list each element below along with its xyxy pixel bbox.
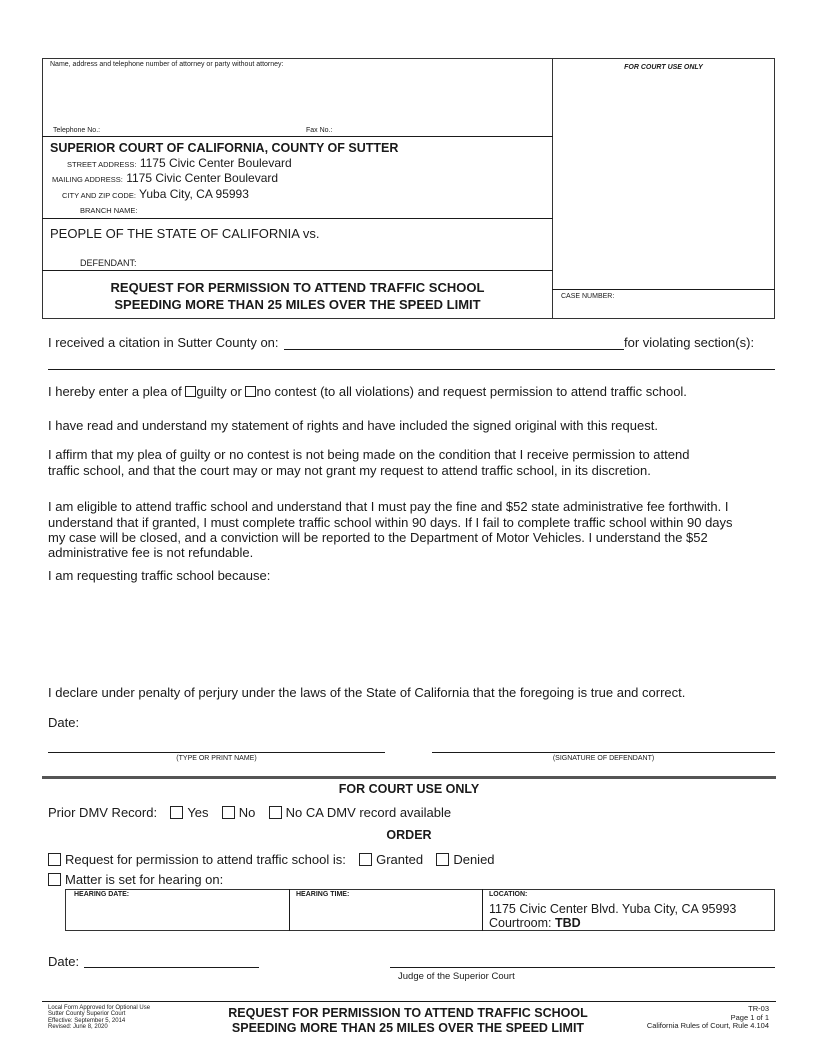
granted-checkbox[interactable] [359,853,372,866]
eligible-line-1: I am eligible to attend traffic school and understand that I must pay the fine and $52 state administrative fee forthwith. I [48,499,729,514]
court-use-box [552,58,775,319]
divider [42,136,553,137]
prior-dmv-label: Prior DMV Record: [48,805,158,820]
mailing-address-row [52,171,278,185]
footer-divider [42,1001,776,1002]
footer-title-1: REQUEST FOR PERMISSION TO ATTEND TRAFFIC SCHOOL [228,1006,588,1020]
plea-guilty-label: guilty or [196,384,242,399]
attorney-label: Name, address and telephone number of attorney or party without attorney: [50,61,284,68]
footer-left-line: Sutter County Superior Court [48,1011,126,1018]
section-divider [42,776,776,779]
dmv-none-checkbox[interactable] [269,806,282,819]
hearing-col-divider [482,889,483,931]
location-label: LOCATION: [489,891,528,898]
signature-field[interactable] [432,752,775,753]
case-number-label: CASE NUMBER: [561,293,615,300]
prior-dmv-row [48,805,451,820]
dmv-none-label: No CA DMV record available [285,805,452,820]
violation-section-field[interactable] [48,369,775,370]
rule-reference: California Rules of Court, Rule 4.104 [646,1021,769,1030]
plea-rest-text: no contest (to all violations) and request permission to attend traffic school. [256,384,687,399]
rights-statement: I have read and understand my statement of rights and have included the signed original with this request. [48,418,658,433]
dmv-no-label: No [238,805,256,820]
footer-left-line: Local Form Approved for Optional Use [48,1005,151,1011]
eligible-line-2: understand that if granted, I must complete traffic school within 90 days. If I fail to complete traffic school within 90 days [48,515,733,530]
no-contest-checkbox[interactable] [245,386,256,397]
city-zip-label: CITY AND ZIP CODE: [62,191,136,200]
hearing-time-field[interactable] [294,900,478,928]
footer-right [626,1005,769,1031]
location-value: 1175 Civic Center Blvd. Yuba City, CA 95993 [489,902,737,916]
reason-field[interactable] [48,586,775,678]
street-address-label: STREET ADDRESS: [67,160,137,169]
hearing-date-label: HEARING DATE: [74,891,130,898]
plea-row [48,384,687,399]
hearing-col-divider [289,889,290,931]
hearing-time-label: HEARING TIME: [296,891,350,898]
guilty-checkbox[interactable] [185,386,196,397]
form-title-1: REQUEST FOR PERMISSION TO ATTEND TRAFFIC SCHOOL [110,280,485,295]
courtroom-row [489,916,581,930]
citation-prefix: I received a citation in Sutter County on: [48,335,279,350]
citation-suffix: for violating section(s): [624,335,755,350]
print-name-label: (TYPE OR PRINT NAME) [176,755,257,762]
hearing-date-field[interactable] [70,900,284,928]
dmv-no-checkbox[interactable] [222,806,235,819]
request-checkbox[interactable] [48,853,61,866]
form-id: TR-03 [748,1004,769,1013]
street-address-row [67,156,292,170]
declaration: I declare under penalty of perjury under the laws of the State of California that the foregoing is true and correct. [48,685,686,700]
branch-name-label: BRANCH NAME: [80,206,138,215]
mailing-address-label: MAILING ADDRESS: [52,175,123,184]
courtroom-label: Courtroom: [489,916,552,930]
footer-left-line: Effective: September 5, 2014 [48,1017,126,1024]
defendant-label: DEFENDANT: [80,258,137,268]
hearing-row [48,872,223,887]
divider [42,218,553,219]
signature-label: (SIGNATURE OF DEFENDANT) [552,755,655,762]
court-use-heading: FOR COURT USE ONLY [338,782,480,796]
judge-label: Judge of the Superior Court [398,971,515,982]
mailing-address-value: 1175 Civic Center Boulevard [126,171,279,185]
courtroom-value: TBD [555,916,581,930]
people-line: PEOPLE OF THE STATE OF CALIFORNIA vs. [50,226,320,241]
denied-checkbox[interactable] [436,853,449,866]
divider [42,270,553,271]
request-label: Request for permission to attend traffic school is: [65,852,346,867]
for-court-use-label: FOR COURT USE ONLY [624,64,703,71]
denied-label: Denied [453,852,495,867]
hearing-label: Matter is set for hearing on: [65,872,224,887]
footer-left-line: Revised: June 8, 2020 [48,1023,108,1030]
court-date-field[interactable] [84,967,259,968]
form-title-2: SPEEDING MORE THAN 25 MILES OVER THE SPEED LIMIT [114,297,481,312]
fax-label: Fax No.: [306,127,333,134]
eligible-line-4: administrative fee is not refundable. [48,545,254,560]
affirm-line-1: I affirm that my plea of guilty or no contest is not being made on the condition that I receive permission to attend [48,447,690,462]
affirm-line-2: traffic school, and that the court may or may not grant my request to attend traffic school, in its discretion. [48,463,651,478]
eligible-line-3: my case will be closed, and a conviction will be reported to the Department of Motor Vehicles. I understand the $52 [48,530,708,545]
city-zip-row [62,187,249,201]
request-row [48,852,495,867]
divider [552,289,775,290]
street-address-value: 1175 Civic Center Boulevard [139,156,292,170]
granted-label: Granted [376,852,424,867]
court-date-label: Date: [48,954,80,969]
date-label: Date: [48,715,80,730]
court-name: SUPERIOR COURT OF CALIFORNIA, COUNTY OF SUTTER [50,141,399,155]
citation-date-field[interactable] [284,349,624,350]
hearing-checkbox[interactable] [48,873,61,886]
dmv-yes-checkbox[interactable] [170,806,183,819]
city-zip-value: Yuba City, CA 95993 [139,187,249,201]
dmv-yes-label: Yes [187,805,209,820]
telephone-label: Telephone No.: [53,127,101,134]
reason-label: I am requesting traffic school because: [48,568,271,583]
plea-prefix: I hereby enter a plea of [48,384,182,399]
print-name-field[interactable] [48,752,385,753]
judge-signature-field[interactable] [390,967,775,968]
footer-title-2: SPEEDING MORE THAN 25 MILES OVER THE SPEED LIMIT [231,1021,585,1035]
order-heading: ORDER [386,828,432,842]
page-number: Page 1 of 1 [730,1012,769,1022]
footer-left [48,1005,150,1030]
